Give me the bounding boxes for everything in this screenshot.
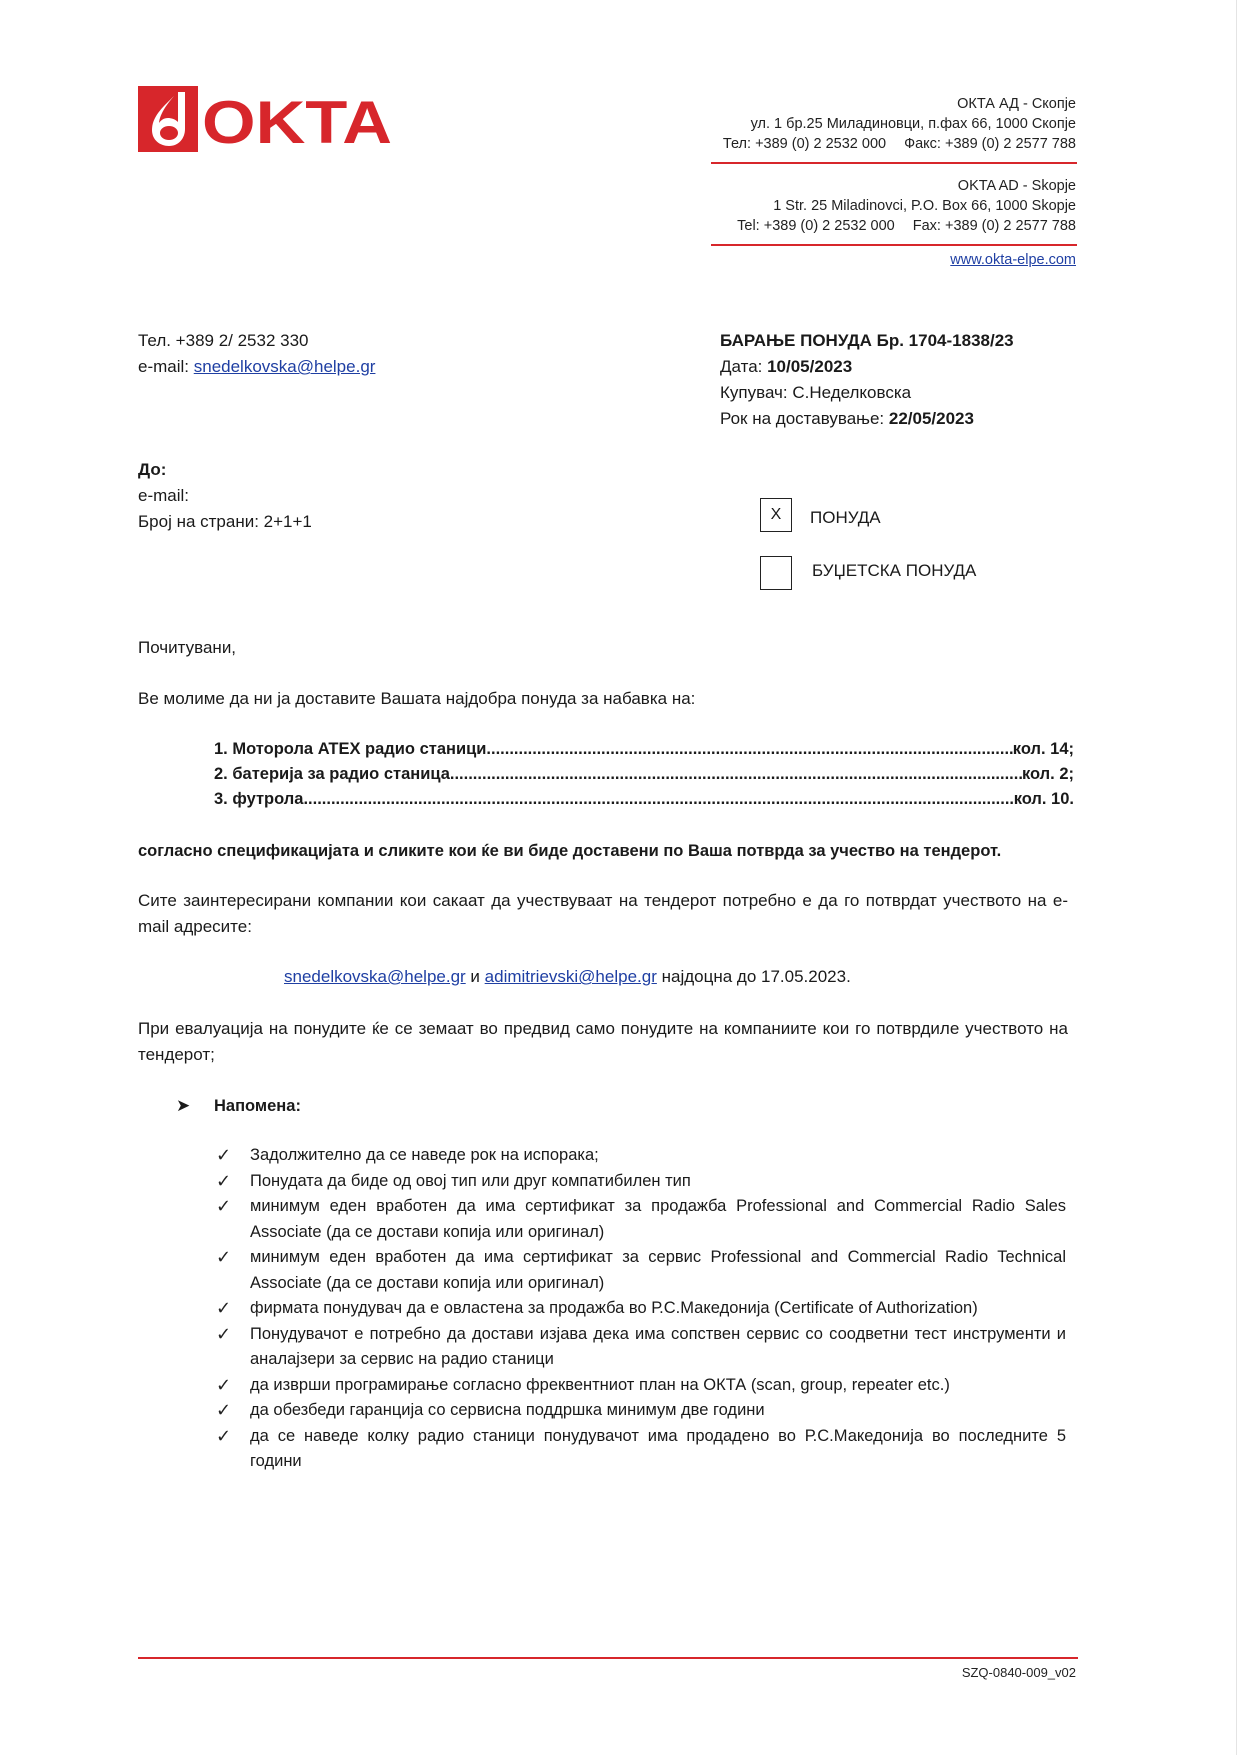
item-leader xyxy=(450,762,1022,787)
request-buyer-line xyxy=(720,380,1014,406)
note-text: фирмата понудувач да е овластена за продажба во Р.С.Македонија (Certificate of Authorization) xyxy=(250,1299,978,1317)
participation-text: Сите заинтересирани компании кои сакаат да учествуваат на тендерот потребно е да го потврдат учеството на e-mail адресите: xyxy=(138,891,1068,936)
check-icon: ✓ xyxy=(216,1145,232,1165)
item-qty: кол. 2; xyxy=(1021,765,1074,783)
contact-email-2[interactable]: adimitrievski@helpe.gr xyxy=(484,967,657,986)
check-icon: ✓ xyxy=(216,1298,232,1318)
specification-note: согласно спецификацијата и сликите кои ќе ви биде доставени по Ваша потврда за учество на тендерот. xyxy=(138,842,1002,860)
sender-phone: Тел. +389 2/ 2532 330 xyxy=(138,331,309,350)
contact-email-1[interactable]: snedelkovska@helpe.gr xyxy=(284,967,466,986)
list-item xyxy=(216,1322,1066,1373)
request-deadline: 22/05/2023 xyxy=(888,409,974,428)
sender-info xyxy=(138,328,375,380)
company-phone-fax-mk xyxy=(576,134,1076,154)
note-text: минимум еден вработен да има сертификат за продажба Professional and Commercial Radio Sales Associate (да се достави копија или оригинал) xyxy=(250,1197,1066,1241)
request-info xyxy=(720,328,1014,432)
list-item xyxy=(216,1296,1066,1322)
request-deadline-label: Рок на доставување: xyxy=(720,409,889,428)
note-bullet-icon: ➤ xyxy=(176,1096,191,1115)
document-code: SZQ-0840-009_v02 xyxy=(961,1665,1076,1680)
list-item xyxy=(216,1194,1066,1245)
item-label: 3. футрола xyxy=(214,790,304,808)
company-header-mk xyxy=(576,94,1076,154)
budget-offer-label: БУЏЕТСКА ПОНУДА xyxy=(812,561,977,580)
list-item xyxy=(214,787,1074,812)
company-phone-fax-en xyxy=(576,216,1076,236)
check-icon: ✓ xyxy=(216,1196,232,1216)
recipient-email-label: e-mail: xyxy=(138,486,190,505)
sender-email-label: e-mail: xyxy=(138,357,194,376)
request-title: БАРАЊЕ ПОНУДА Бр. 1704-1838/23 xyxy=(720,331,1014,350)
company-address-en: 1 Str. 25 Miladinovci, P.O. Box 66, 1000 Skopje xyxy=(773,198,1076,214)
contact-line xyxy=(284,964,851,990)
note-text: Задолжително да се наведе рок на испорака; xyxy=(250,1146,599,1164)
request-buyer: С.Неделковска xyxy=(792,383,912,402)
budget-offer-checkbox[interactable] xyxy=(760,556,792,590)
contact-conjunction: и xyxy=(465,967,485,986)
list-item xyxy=(216,1424,1066,1475)
check-icon: ✓ xyxy=(216,1374,232,1395)
list-item xyxy=(216,1398,1066,1424)
check-icon: ✓ xyxy=(216,1170,232,1191)
recipient-info xyxy=(138,457,312,535)
company-address-mk: ул. 1 бр.25 Миладиновци, п.фах 66, 1000 Скопје xyxy=(750,116,1076,132)
list-item xyxy=(216,1245,1066,1296)
note-heading: Напомена: xyxy=(214,1097,301,1115)
svg-text:OKTA: OKTA xyxy=(202,89,392,152)
check-icon: ✓ xyxy=(216,1247,232,1267)
sender-email-line xyxy=(138,354,375,380)
footer-divider xyxy=(138,1657,1078,1659)
item-leader xyxy=(486,737,1012,762)
item-qty: кол. 14; xyxy=(1012,740,1074,758)
item-label: 1. Моторола ATEX радио станици xyxy=(214,740,487,758)
website-link-wrap xyxy=(950,251,1076,269)
evaluation-text: При евалуација на понудите ќе се земаат во предвид само понудите на компаниите кои го потврдиле учеството на тендерот; xyxy=(138,1019,1068,1064)
header-divider-2 xyxy=(711,244,1077,246)
request-buyer-label: Купувач: xyxy=(720,383,793,402)
note-text: Понудата да биде од овој тип или друг компатибилен тип xyxy=(250,1171,691,1190)
company-fax-en: Fax: +389 (0) 2 2577 788 xyxy=(912,218,1076,234)
offer-checkbox[interactable]: X xyxy=(760,498,792,532)
check-icon: ✓ xyxy=(216,1425,232,1446)
notes-list xyxy=(216,1143,1066,1475)
header-divider xyxy=(711,162,1077,164)
list-item xyxy=(216,1143,1066,1169)
list-item xyxy=(216,1373,1066,1399)
request-date-line xyxy=(720,354,1014,380)
intro-text: Ве молиме да ни ја доставите Вашата најдобра понуда за набавка на: xyxy=(138,689,696,708)
contact-deadline: најдоцна до 17.05.2023. xyxy=(656,967,851,986)
list-item xyxy=(214,762,1074,787)
check-icon: ✓ xyxy=(216,1323,232,1344)
company-name-mk: ОКТА АД - Скопје xyxy=(957,96,1076,112)
company-header-en xyxy=(576,176,1076,236)
company-tel-mk: Тел: +389 (0) 2 2532 000 xyxy=(722,136,887,152)
item-leader xyxy=(303,787,1013,812)
note-text: Понудувачот е потребно да достави изјава дека има сопствен сервис со соодветни тест инструменти и аналајзери за сервис на радио станици xyxy=(250,1324,1066,1368)
recipient-to-label: До: xyxy=(138,460,167,479)
check-icon: ✓ xyxy=(216,1400,232,1420)
company-name-en: OKTA AD - Skopje xyxy=(957,178,1076,194)
list-item xyxy=(214,737,1074,762)
note-text: да се наведе колку радио станици понудувачот има продадено во Р.С.Македонија во последните 5 години xyxy=(250,1426,1066,1470)
request-date: 10/05/2023 xyxy=(767,357,853,376)
request-deadline-line xyxy=(720,406,1014,432)
company-fax-mk: Факс: +389 (0) 2 2577 788 xyxy=(904,136,1076,152)
item-label: 2. батерија за радио станица xyxy=(214,765,450,783)
request-date-label: Дата: xyxy=(720,357,768,376)
page-edge xyxy=(1236,0,1237,1755)
note-text: да обезбеди гаранција со сервисна поддршка минимум две години xyxy=(250,1401,765,1419)
recipient-pages: Број на страни: 2+1+1 xyxy=(138,512,312,531)
list-item xyxy=(216,1169,1066,1195)
items-list xyxy=(214,737,1074,812)
website-link[interactable]: www.okta-elpe.com xyxy=(950,252,1076,268)
item-qty: кол. 10. xyxy=(1013,790,1074,808)
sender-email-link[interactable]: snedelkovska@helpe.gr xyxy=(193,357,376,376)
okta-logo xyxy=(138,86,394,152)
offer-label: ПОНУДА xyxy=(810,508,881,527)
note-text: минимум еден вработен да има сертификат за сервис Professional and Commercial Radio Technical Associate (да се достави копија или оригинал) xyxy=(250,1248,1066,1292)
company-tel-en: Tel: +389 (0) 2 2532 000 xyxy=(737,218,895,234)
note-text: да изврши програмирање согласно фреквентниот план на ОКТА (scan, group, repeater etc.) xyxy=(250,1375,950,1394)
greeting: Почитувани, xyxy=(138,638,237,657)
